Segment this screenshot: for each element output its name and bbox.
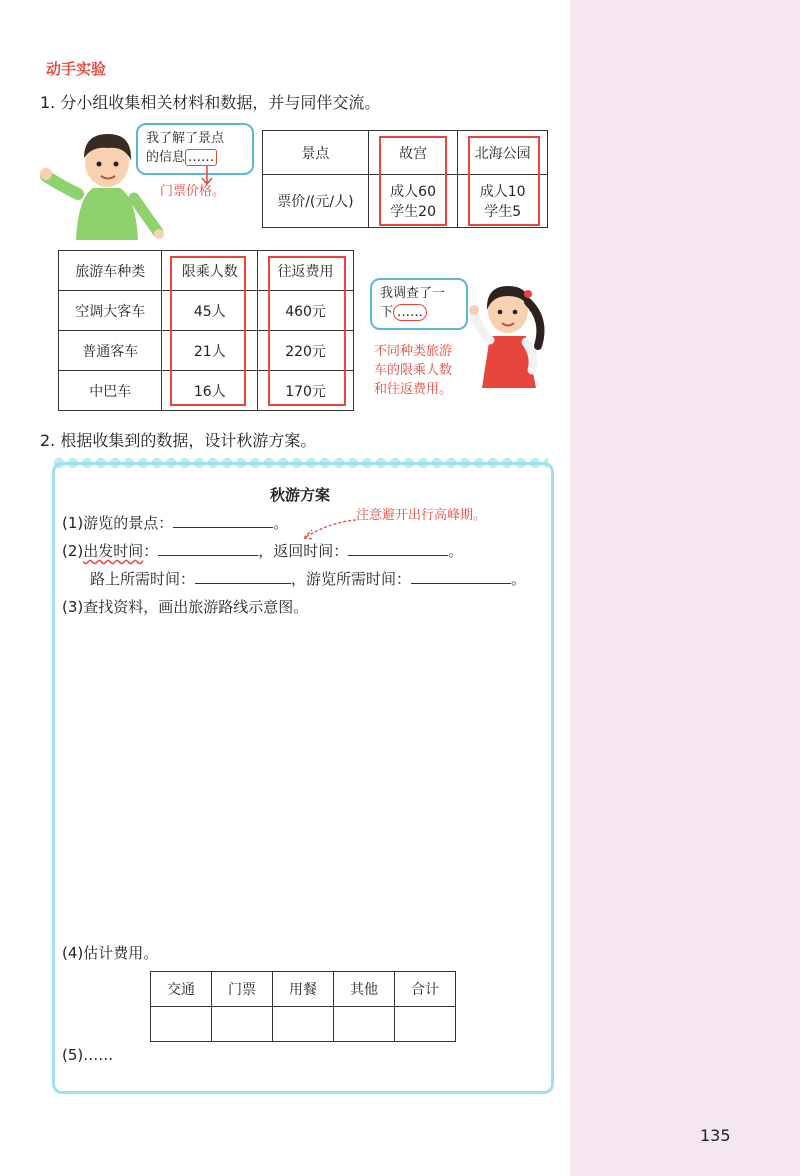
- bus-table: [58, 250, 354, 411]
- ticket-header-beihai: 北海公园: [458, 131, 548, 175]
- plan-item-2: [62, 540, 463, 561]
- cost-table: [150, 971, 456, 1042]
- bus-fare-cell: 170元: [258, 371, 354, 411]
- bus-type-cell: 中巴车: [59, 371, 162, 411]
- plan-item-5: (5)……: [62, 1046, 114, 1064]
- plan-item-4: (4)估计费用。: [62, 944, 159, 962]
- bus-fare-cell: 460元: [258, 291, 354, 331]
- question-1: 1. 分小组收集相关材料和数据，并与同伴交流。: [40, 93, 381, 112]
- cost-input-ticket[interactable]: [212, 1007, 273, 1042]
- question-2: 2. 根据收集到的数据，设计秋游方案。: [40, 431, 317, 450]
- ticket-row-label: 票价/(元/人): [263, 175, 369, 228]
- ticket-gugong-cell: [368, 175, 458, 228]
- plan-item-2-end: 。: [448, 542, 464, 560]
- girl-note-line1: 不同种类旅游: [374, 344, 453, 359]
- page-side-band: [570, 0, 800, 1176]
- plan-item-1-label: (1)游览的景点：: [62, 514, 174, 532]
- girl-pointing-illustration: [462, 280, 552, 390]
- cost-header-total: 合计: [395, 972, 456, 1007]
- departure-blank[interactable]: [158, 541, 258, 556]
- girl-note: [374, 342, 452, 399]
- ticket-header-gugong: 故宫: [368, 131, 458, 175]
- gugong-adult-price: 成人60: [390, 184, 436, 200]
- beihai-student-price: 学生5: [484, 204, 522, 220]
- plan-item-2-colon: ：: [143, 542, 159, 560]
- departure-time-label: 出发时间: [83, 542, 144, 560]
- girl-bubble-line1: 我调查了一: [380, 286, 446, 301]
- ticket-header-place: 景点: [263, 131, 369, 175]
- return-time-label: ，返回时间：: [258, 542, 349, 560]
- plan-item-2-times: [90, 568, 526, 589]
- travel-time-blank[interactable]: [195, 569, 291, 584]
- plan-item-3: (3)查找资料，画出旅游路线示意图。: [62, 598, 309, 616]
- bus-header-fare: 往返费用: [258, 251, 354, 291]
- girl-speech-bubble: [370, 278, 468, 330]
- plan-note: 注意避开出行高峰期。: [356, 508, 487, 523]
- ticket-beihai-cell: [458, 175, 548, 228]
- beihai-adult-price: 成人10: [479, 184, 526, 200]
- plan-title: 秋游方案: [269, 486, 330, 504]
- cost-header-other: 其他: [334, 972, 395, 1007]
- cost-header-meal: 用餐: [273, 972, 334, 1007]
- boy-bubble-line2: 的信息: [146, 150, 186, 165]
- bus-capacity-cell: 45人: [162, 291, 258, 331]
- boy-bubble-ellipsis: ……: [185, 149, 217, 166]
- bus-capacity-cell: 21人: [162, 331, 258, 371]
- girl-bubble-ellipsis: ……: [393, 304, 427, 321]
- cost-header-transport: 交通: [151, 972, 212, 1007]
- cost-input-transport[interactable]: [151, 1007, 212, 1042]
- visit-time-blank[interactable]: [411, 569, 511, 584]
- travel-time-label: 路上所需时间：: [90, 570, 196, 588]
- bus-type-cell: 空调大客车: [59, 291, 162, 331]
- spot-blank[interactable]: [173, 513, 273, 528]
- plan-item-2-num: (2): [62, 542, 84, 560]
- return-blank[interactable]: [348, 541, 448, 556]
- bus-type-cell: 普通客车: [59, 331, 162, 371]
- girl-bubble-line2: 下: [380, 305, 394, 320]
- boy-bubble-line1: 我了解了景点: [146, 131, 225, 146]
- plan-item-2-times-end: 。: [511, 570, 527, 588]
- visit-time-label: ，游览所需时间：: [291, 570, 412, 588]
- bus-header-type: 旅游车种类: [59, 251, 162, 291]
- cost-input-other[interactable]: [334, 1007, 395, 1042]
- plan-item-1: [62, 512, 288, 533]
- bus-fare-cell: 220元: [258, 331, 354, 371]
- girl-note-line3: 和往返费用。: [374, 382, 453, 397]
- cost-input-meal[interactable]: [273, 1007, 334, 1042]
- bus-header-capacity: 限乘人数: [162, 251, 258, 291]
- gugong-student-price: 学生20: [390, 204, 436, 220]
- note-arrow-icon: [300, 512, 360, 542]
- girl-note-line2: 车的限乘人数: [374, 363, 453, 378]
- plan-item-1-end: 。: [273, 514, 289, 532]
- boy-note: 门票价格。: [160, 184, 226, 199]
- route-drawing-area[interactable]: [62, 624, 532, 934]
- section-title: 动手实验: [46, 60, 107, 78]
- cost-header-ticket: 门票: [212, 972, 273, 1007]
- ticket-price-table: [262, 130, 548, 228]
- cost-input-total[interactable]: [395, 1007, 456, 1042]
- page-number: 135: [700, 1126, 731, 1145]
- bus-capacity-cell: 16人: [162, 371, 258, 411]
- boy-speech-bubble: [136, 123, 254, 175]
